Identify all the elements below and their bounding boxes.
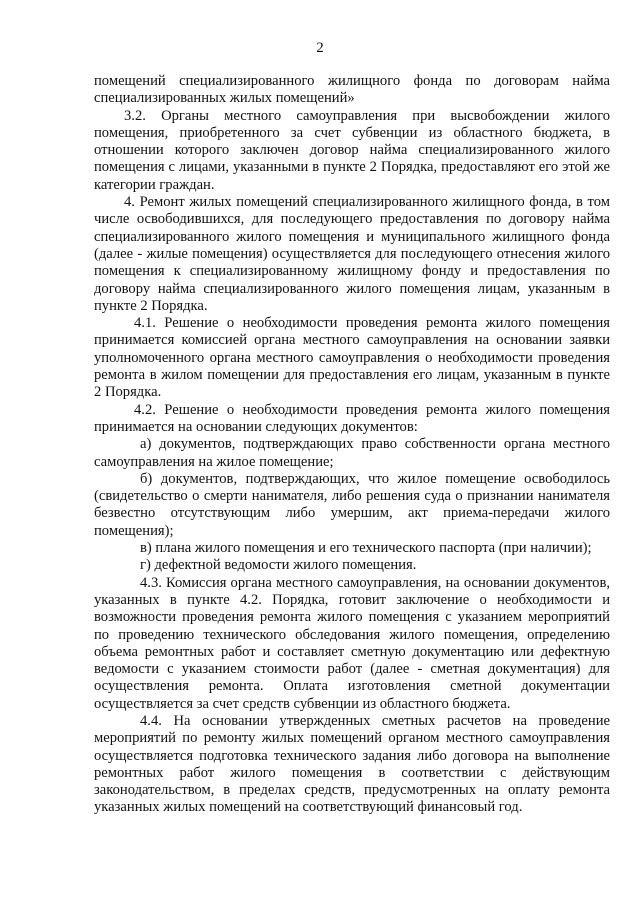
list-item-a: а) документов, подтверждающих право собственности органа местного самоуправления на жилое помещение; (94, 436, 610, 470)
paragraph-4-1: 4.1. Решение о необходимости проведения ремонта жилого помещения принимается комиссией органа местного самоуправления на основании заявки уполномоченного органа местного самоуправления о необходимости проведения ремонта в жилом помещении для предоставления его лицам, указанным в пункте 2 Порядка. (94, 315, 610, 401)
paragraph-continuation: помещений специализированного жилищного фонда по договорам найма специализированных жилых помещений» (94, 73, 610, 107)
paragraph-4-4: 4.4. На основании утвержденных сметных расчетов на проведение мероприятий по ремонту жилых помещений органом местного самоуправления осуществляется подготовка технического задания либо договора на выполнение ремонтных работ жилого помещения в соответствии с действующим законодательством, в пределах средств, предусмотренных на оплату ремонта указанных жилых помещений на соответствующий финансовый год. (94, 712, 610, 816)
page-number: 2 (316, 40, 324, 56)
paragraph-3-2: 3.2. Органы местного самоуправления при высвобождении жилого помещения, приобретенного за счет субвенции из областного бюджета, в отношении которого заключен договор найма специализированного жилого помещения с лицами, указанными в пункте 2 Порядка, предоставляют его этой же категории граждан. (94, 107, 610, 193)
document-body (94, 73, 610, 817)
list-item-g: г) дефектной ведомости жилого помещения. (140, 557, 417, 574)
list-item-b: б) документов, подтверждающих, что жилое помещение освободилось (свидетельство о смерти нанимателя, либо решения суда о признании нанимателя безвестно отсутствующим либо умершим, акт приема-передачи жилого помещения); (94, 470, 610, 539)
paragraph-4-3: 4.3. Комиссия органа местного самоуправления, на основании документов, указанных в пункте 4.2. Порядка, готовит заключение о необходимости и возможности проведения ремонта жилого помещения с указанием мероприятий по проведению технического обследования жилого помещения, определению объема ремонтных работ и составляет сметную документацию или дефектную ведомости с указанием стоимости работ (далее - сметная документация) для осуществления ремонта. Оплата изготовления сметной документации осуществляется за счет средств субвенции из областного бюджета. (94, 574, 610, 712)
list-item-v: в) плана жилого помещения и его технического паспорта (при наличии); (140, 540, 592, 557)
paragraph-4: 4. Ремонт жилых помещений специализированного жилищного фонда, в том числе освободившихся, для последующего предоставления по договору найма специализированного жилого помещения и муниципального жилищного фонда (далее - жилые помещения) осуществляется для последующего отнесения жилого помещения к специализированному жилищному фонду и предоставления по договору найма специализированного жилого помещения лицам, указанным в пункте 2 Порядка. (94, 194, 610, 314)
paragraph-4-2: 4.2. Решение о необходимости проведения ремонта жилого помещения принимается на основании следующих документов: (94, 401, 610, 435)
